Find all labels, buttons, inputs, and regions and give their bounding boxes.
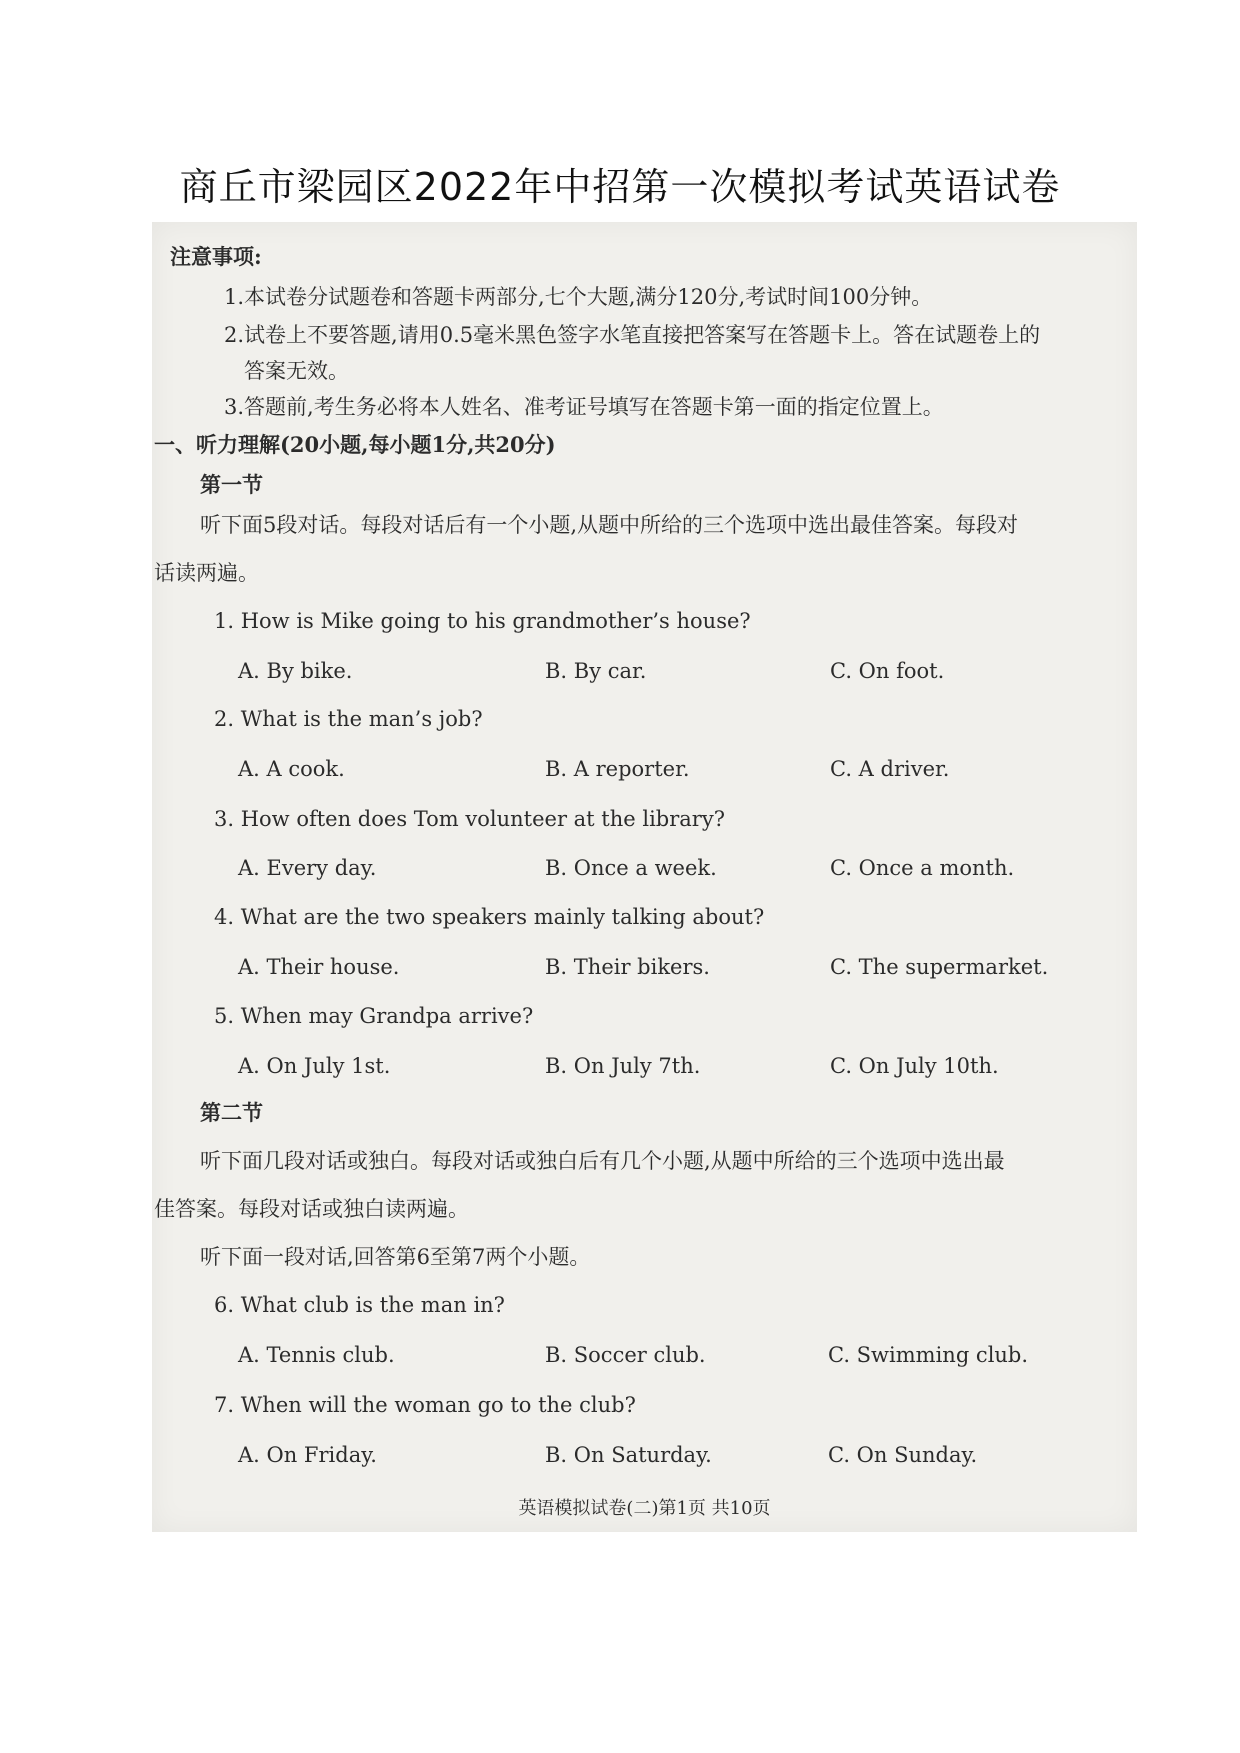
question-2-option-c: C. A driver. [830,757,950,781]
question-4: 4. What are the two speakers mainly talking about? [214,905,765,929]
section-2-heading: 第二节 [200,1100,263,1125]
question-7-option-b: B. On Saturday. [545,1443,712,1467]
question-7-option-a: A. On Friday. [238,1443,377,1467]
question-6-option-a: A. Tennis club. [238,1343,395,1367]
section-2-instructions: 听下面几段对话或独白。每段对话或独白后有几个小题,从题中所给的三个选项中选出最 [200,1149,1005,1173]
page-title: 商丘市梁园区2022年中招第一次模拟考试英语试卷 [179,165,1061,209]
notice-item-1: 1.本试卷分试题卷和答题卡两部分,七个大题,满分120分,考试时间100分钟。 [224,285,933,309]
part-heading: 一、听力理解(20小题,每小题1分,共20分) [154,432,556,457]
notice-item-3: 3.答题前,考生务必将本人姓名、准考证号填写在答题卡第一面的指定位置上。 [224,395,944,419]
notice-heading: 注意事项: [170,244,262,269]
question-2-option-a: A. A cook. [238,757,345,781]
question-4-option-a: A. Their house. [238,955,400,979]
section-1-heading: 第一节 [200,472,263,497]
question-5-option-c: C. On July 10th. [830,1054,999,1078]
section-1-instructions: 听下面5段对话。每段对话后有一个小题,从题中所给的三个选项中选出最佳答案。每段对 [200,513,1019,537]
question-1-option-c: C. On foot. [830,659,945,683]
question-3-option-a: A. Every day. [238,856,377,880]
exam-page-scan [152,222,1137,1532]
question-3-option-b: B. Once a week. [545,856,717,880]
question-1-option-a: A. By bike. [238,659,353,683]
question-1-option-b: B. By car. [545,659,647,683]
question-7-option-c: C. On Sunday. [828,1443,978,1467]
notice-item-2: 2.试卷上不要答题,请用0.5毫米黑色签字水笔直接把答案写在答题卡上。答在试题卷上的 [224,323,1041,347]
question-5-option-a: A. On July 1st. [238,1054,391,1078]
question-1: 1. How is Mike going to his grandmother’s house? [214,609,751,633]
question-4-option-b: B. Their bikers. [545,955,710,979]
question-6: 6. What club is the man in? [214,1293,505,1317]
page-footer: 英语模拟试卷(二)第1页 共10页 [518,1498,771,1519]
question-3: 3. How often does Tom volunteer at the library? [214,807,725,831]
question-6-option-c: C. Swimming club. [828,1343,1029,1367]
question-4-option-c: C. The supermarket. [830,955,1049,979]
section-1-instructions-cont: 话读两遍。 [154,561,259,585]
question-6-option-b: B. Soccer club. [545,1343,706,1367]
question-5: 5. When may Grandpa arrive? [214,1004,534,1028]
question-2-option-b: B. A reporter. [545,757,690,781]
section-2-instructions-cont: 佳答案。每段对话或独白读两遍。 [154,1197,469,1221]
question-5-option-b: B. On July 7th. [545,1054,701,1078]
notice-item-2-cont: 答案无效。 [244,359,349,383]
question-3-option-c: C. Once a month. [830,856,1015,880]
dialogue-instructions: 听下面一段对话,回答第6至第7两个小题。 [200,1245,591,1269]
question-7: 7. When will the woman go to the club? [214,1393,636,1417]
question-2: 2. What is the man’s job? [214,707,483,731]
